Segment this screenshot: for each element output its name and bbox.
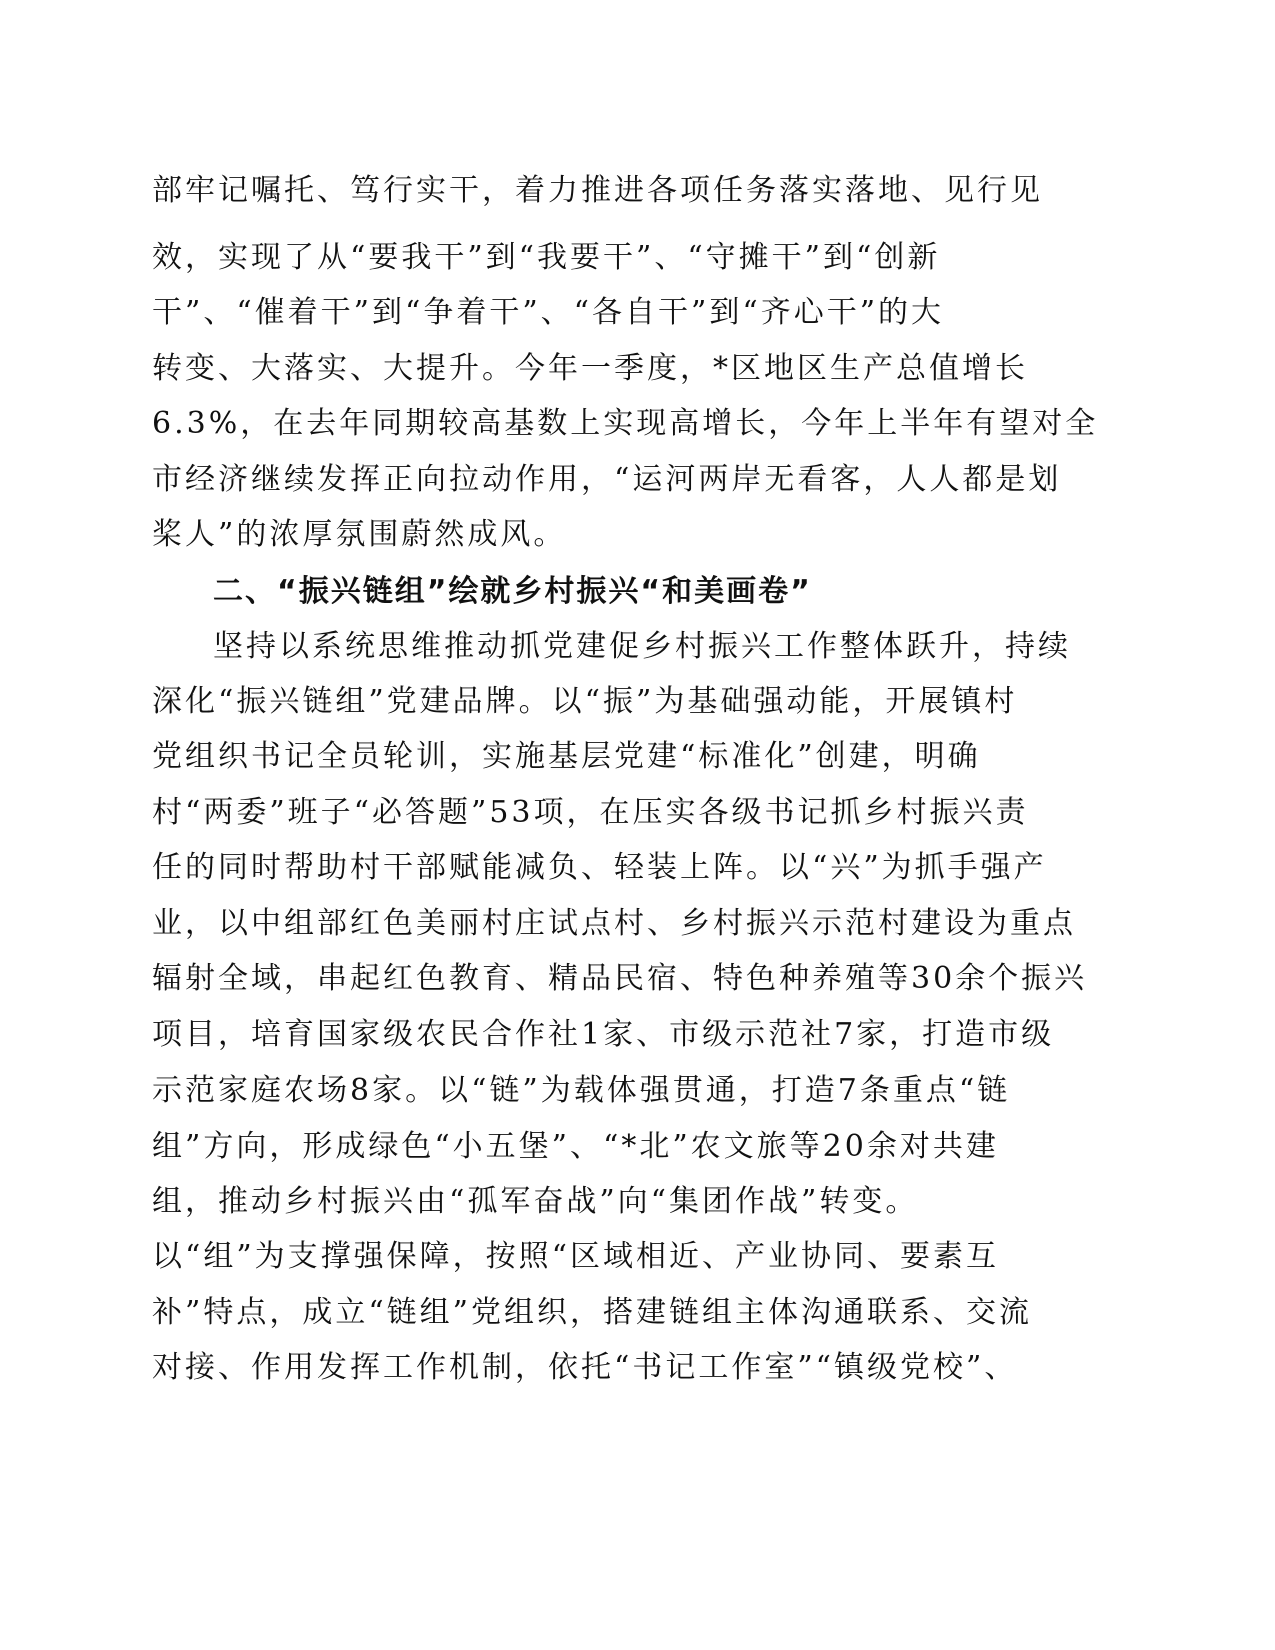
body-text-line: 任的同时帮助村干部赋能减负、轻装上阵。以“兴”为抓手强产 (152, 850, 1047, 885)
body-text-line: 深化“振兴链组”党建品牌。以“振”为基础强动能，开展镇村 (152, 684, 1018, 719)
body-text-line: 6.3%，在去年同期较高基数上实现高增长，今年上半年有望对全 (152, 406, 1099, 441)
body-text-line: 补”特点，成立“链组”党组织，搭建链组主体沟通联系、交流 (152, 1295, 1033, 1330)
body-text-line: 以“组”为支撑强保障，按照“区域相近、产业协同、要素互 (152, 1239, 1000, 1274)
body-text-line: 组”方向，形成绿色“小五堡”、“*北”农文旅等20余对共建 (152, 1129, 999, 1164)
body-text-line: 转变、大落实、大提升。今年一季度，*区地区生产总值增长 (152, 351, 1028, 386)
body-text-line: 坚持以系统思维推动抓党建促乡村振兴工作整体跃升，持续 (213, 629, 1071, 664)
body-text-line: 辐射全域，串起红色教育、精品民宿、特色种养殖等30余个振兴 (152, 961, 1088, 996)
body-text-line: 部牢记嘱托、笃行实干，着力推进各项任务落实落地、见行见 (152, 173, 1043, 208)
body-text-line: 村“两委”班子“必答题”53项，在压实各级书记抓乡村振兴责 (152, 795, 1029, 830)
body-text-line: 项目，培育国家级农民合作社1家、市级示范社7家，打造市级 (152, 1017, 1055, 1052)
section-heading: 二、“振兴链组”绘就乡村振兴“和美画卷” (213, 574, 812, 609)
body-text-line: 效，实现了从“要我干”到“我要干”、“守摊干”到“创新 (152, 240, 941, 275)
body-text-line: 示范家庭农场8家。以“链”为载体强贯通，打造7条重点“链 (152, 1073, 1011, 1108)
body-text-line: 市经济继续发挥正向拉动作用，“运河两岸无看客，人人都是划 (152, 462, 1062, 497)
body-text-line: 组，推动乡村振兴由“孤军奋战”向“集团作战”转变。 (152, 1184, 919, 1219)
body-text-line: 党组织书记全员轮训，实施基层党建“标准化”创建，明确 (152, 739, 981, 774)
body-text-line: 干”、“催着干”到“争着干”、“各自干”到“齐心干”的大 (152, 295, 945, 330)
body-text-line: 业，以中组部红色美丽村庄试点村、乡村振兴示范村建设为重点 (152, 906, 1076, 941)
body-text-line: 桨人”的浓厚氛围蔚然成风。 (152, 517, 567, 552)
body-text-line: 对接、作用发挥工作机制，依托“书记工作室”“镇级党校”、 (152, 1350, 1018, 1385)
